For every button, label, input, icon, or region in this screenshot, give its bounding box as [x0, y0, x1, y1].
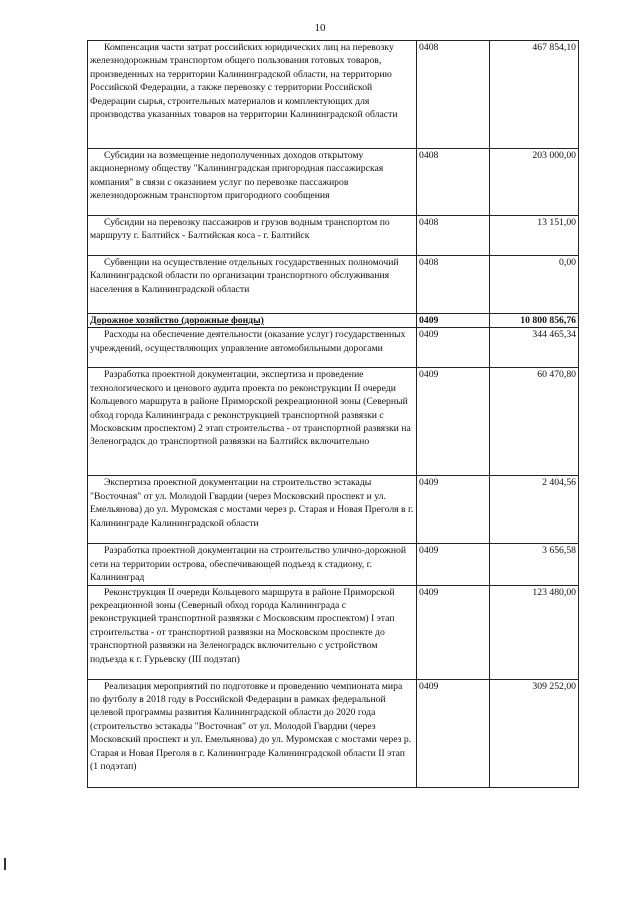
margin-mark: [4, 858, 6, 870]
table-row: [88, 41, 579, 149]
row-name: Реализация мероприятий по подготовке и проведению чемпионата мира по футболу в 2018 году в Российской Федерации в рамках федеральной целевой программы развития Калининградской области до 2020 года (строительство эстакады "Восточная" от ул. Молодой Гвардии (через Московский проспект и ул. Емельянова) до ул. Муромская с мостами через р. Старая и Новая Преголя в г. Калининграде Калининградской области II этап (1 подэтап): [88, 679, 417, 787]
row-code: 0409: [417, 679, 490, 787]
row-code: 0409: [417, 328, 490, 368]
row-name: Субсидии на перевозку пассажиров и грузов водным транспортом по маршруту г. Балтийск - Балтийская коса - г. Балтийск: [88, 216, 417, 256]
budget-table: [87, 40, 579, 788]
row-name: Экспертиза проектной документации на строительство эстакады "Восточная" от ул. Молодой Гвардии (через Московский проспект и ул. Емельянова) до ул. Муромская с мостами через р. Старая и Новая Преголя в г. Калининграде Калининградской области: [88, 476, 417, 544]
row-amount: 60 470,80: [490, 368, 579, 476]
row-amount: 309 252,00: [490, 679, 579, 787]
row-amount: 0,00: [490, 256, 579, 314]
row-name: Разработка проектной документации на строительство улично-дорожной сети на территории острова, обеспечивающей подъезд к стадиону, г. Калининград: [88, 544, 417, 585]
row-amount: 2 404,56: [490, 476, 579, 544]
table-row: [88, 256, 579, 314]
row-code: 0409: [417, 476, 490, 544]
row-name: Расходы на обеспечение деятельности (оказание услуг) государственных учреждений, осуществляющих управление автомобильными дорогами: [88, 328, 417, 368]
table-row: [88, 328, 579, 368]
table-row: [88, 585, 579, 679]
row-code: 0408: [417, 256, 490, 314]
row-amount: 203 000,00: [490, 149, 579, 216]
section-row: [88, 314, 579, 328]
table-row: [88, 679, 579, 787]
row-amount: 344 465,34: [490, 328, 579, 368]
row-amount: 13 151,00: [490, 216, 579, 256]
row-name: Реконструкция II очереди Кольцевого маршрута в районе Приморской рекреационной зоны (Северный обход города Калининграда с реконструкцией транспортной развязки с Московским проспектом) I этап строительства - от транспортной развязки на Московском проспекте до транспортной развязки на Зеленоградск включительно с устройством подъезда к г. Гурьевску (III подэтап): [88, 585, 417, 679]
section-amount: 10 800 856,76: [490, 314, 579, 328]
row-code: 0408: [417, 149, 490, 216]
table-row: [88, 476, 579, 544]
row-code: 0409: [417, 544, 490, 585]
row-name: Компенсация части затрат российских юридических лиц на перевозку железнодорожным транспортом общего пользования готовых товаров, произведенных на территории Калининградской области, на территорию Российской Федерации, а также перевозку с территории Российской Федерации сырья, строительных материалов и комплектующих для производства указанных товаров на территории Калининградской области: [88, 41, 417, 149]
table-row: [88, 216, 579, 256]
row-name: Субвенции на осуществление отдельных государственных полномочий Калининградской области по организации транспортного обслуживания населения в Калининградской области: [88, 256, 417, 314]
table-row: [88, 544, 579, 585]
row-amount: 3 656,58: [490, 544, 579, 585]
row-name: Субсидии на возмещение недополученных доходов открытому акционерному обществу "Калининградская пригородная пассажирская компания" в связи с оказанием услуг по перевозке пассажиров железнодорожным транспортом пригородного сообщения: [88, 149, 417, 216]
row-amount: 467 854,10: [490, 41, 579, 149]
row-name: Разработка проектной документации, экспертиза и проведение технологического и ценового аудита проекта по реконструкции II очереди Кольцевого маршрута в районе Приморской рекреационной зоны (Северный обход города Калининграда с реконструкцией транспортной развязки с Московским проспектом) 2 этап строительства - от транспортной развязки на Зеленоградск до транспортной развязки на Балтийск включительно: [88, 368, 417, 476]
row-code: 0409: [417, 585, 490, 679]
page-number: 10: [314, 22, 326, 34]
row-amount: 123 480,00: [490, 585, 579, 679]
row-code: 0409: [417, 368, 490, 476]
table-row: [88, 368, 579, 476]
section-code: 0409: [417, 314, 490, 328]
table-row: [88, 149, 579, 216]
row-code: 0408: [417, 216, 490, 256]
section-name: Дорожное хозяйство (дорожные фонды): [88, 314, 417, 328]
row-code: 0408: [417, 41, 490, 149]
